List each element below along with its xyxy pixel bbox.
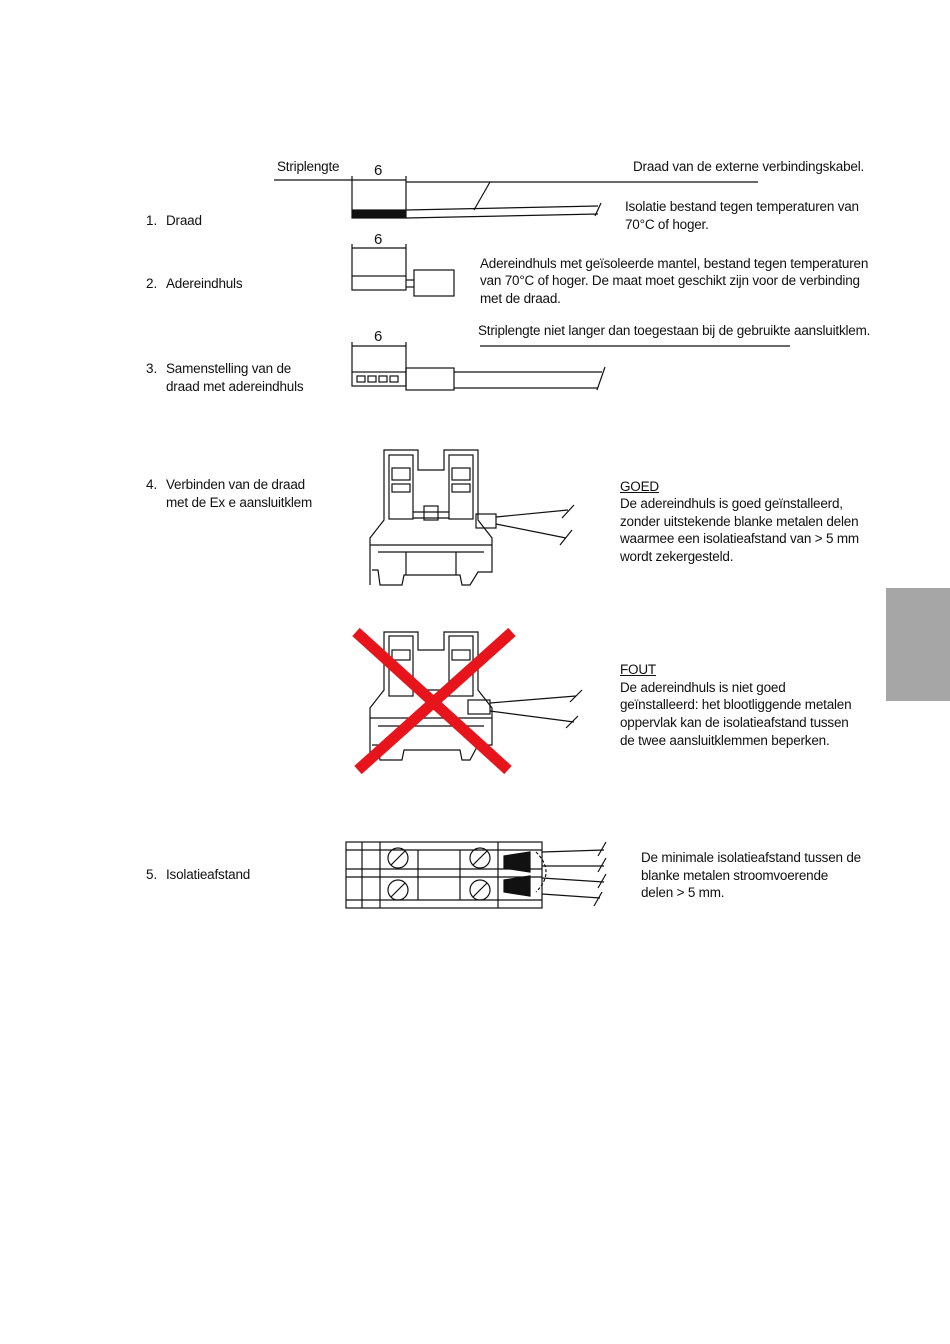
terminal-block-good (370, 450, 574, 585)
bad-note: oppervlak kan de isolatieafstand tussen (620, 715, 849, 730)
step-number: 1. (146, 213, 158, 228)
step-label: met de Ex e aansluitklem (166, 495, 313, 510)
bad-note: geïnstalleerd: het blootliggende metalen (620, 697, 852, 712)
good-note: zonder uitstekende blanke metalen delen (620, 514, 859, 529)
dimension-label: 6 (374, 231, 383, 248)
ferrule-note: met de draad. (480, 291, 561, 306)
step-label: Draad (166, 213, 202, 228)
section-tab (886, 588, 950, 701)
red-cross-icon (356, 632, 512, 770)
insulation-note: 70°C of hoger. (625, 217, 709, 232)
ferrule-note: Adereindhuls met geïsoleerde mantel, bestand tegen temperaturen (480, 256, 869, 271)
good-title: GOED (620, 479, 659, 494)
isolation-distance-drawing (346, 842, 606, 908)
min-distance-note: blanke metalen stroomvoerende (641, 868, 829, 883)
bad-note: de twee aansluitklemmen beperken. (620, 733, 830, 748)
external-cable-label: Draad van de externe verbindingskabel. (633, 159, 865, 174)
min-distance-note: De minimale isolatieafstand tussen de (641, 850, 861, 865)
step-label: Adereindhuls (166, 276, 243, 291)
step-label: Isolatieafstand (166, 867, 251, 882)
step-number: 3. (146, 361, 158, 376)
good-note: wordt zekergesteld. (620, 549, 734, 564)
step-label: Verbinden van de draad (166, 477, 305, 492)
insulation-note: Isolatie bestand tegen temperaturen van (625, 199, 859, 214)
good-note: De adereindhuls is goed geïnstalleerd, (620, 496, 843, 511)
bad-title: FOUT (620, 662, 656, 677)
step-label: draad met adereindhuls (166, 379, 304, 394)
step-label: Samenstelling van de (166, 361, 292, 376)
step-number: 2. (146, 276, 158, 291)
step-number: 5. (146, 867, 158, 882)
bad-note: De adereindhuls is niet goed (620, 680, 786, 695)
dimension-label: 6 (374, 328, 383, 345)
ferrule-note: van 70°C of hoger. De maat moet geschikt zijn voor de verbinding (480, 273, 860, 288)
strip-limit-note: Striplengte niet langer dan toegestaan bij de gebruikte aansluitklem. (478, 323, 871, 338)
dimension-label: 6 (374, 162, 383, 179)
good-note: waarmee een isolatieafstand van > 5 mm (620, 531, 859, 546)
striplengte-label: Striplengte (277, 159, 340, 174)
step-number: 4. (146, 477, 158, 492)
min-distance-note: delen > 5 mm. (641, 885, 725, 900)
